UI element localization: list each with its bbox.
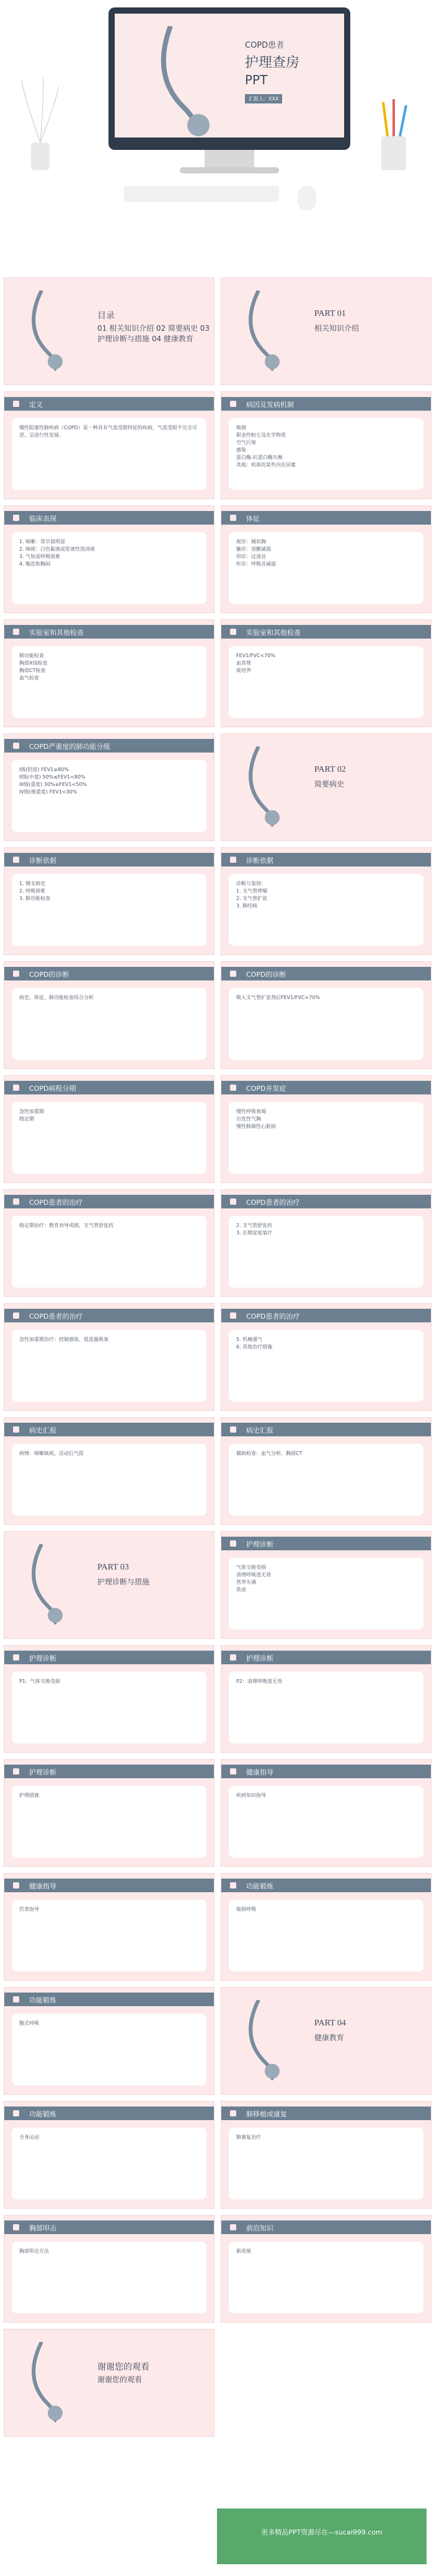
- slide-23: [4, 1531, 215, 1639]
- slide-33: [4, 2101, 215, 2209]
- slide-header: [4, 397, 214, 411]
- slide-text: 胸部叩击方法: [19, 2248, 49, 2254]
- slide-17: [4, 1189, 215, 1297]
- slide-title: COPD的诊断: [246, 971, 286, 979]
- slide-title: COPD的诊断: [29, 971, 69, 979]
- monitor-stand: [205, 150, 254, 167]
- slide-text: 慢性呼吸衰竭 自发性气胸 慢性肺源性心脏病: [236, 1109, 276, 1129]
- slide-14: [221, 961, 432, 1069]
- slide-header: [4, 1651, 214, 1664]
- slide-12: [221, 847, 432, 955]
- slide-36: [221, 2215, 432, 2323]
- slide-title: 前沿知识: [246, 2224, 273, 2232]
- monitor-screen: [115, 14, 344, 138]
- header-square-icon: [230, 1312, 236, 1319]
- stethoscope-icon: [234, 746, 290, 827]
- slide-header: [221, 1879, 431, 1892]
- slide-header: [221, 2107, 431, 2120]
- mouse-icon: [298, 186, 316, 211]
- slide-18: [221, 1189, 432, 1297]
- slide-header: [4, 967, 214, 980]
- slide-29: [4, 1873, 215, 1981]
- slide-text: 急性加重期治疗：控制感染，低流量吸氧: [19, 1337, 108, 1342]
- slide-text: 1. 咳嗽：常早晨明显 2. 咳痰：白色黏液或浆液性泡沫痰 3. 气短或呼吸困难 4. 喘息和胸闷: [19, 539, 95, 567]
- slide-30: [221, 1873, 432, 1981]
- slide-21: [4, 1417, 215, 1525]
- slide-header: [221, 853, 431, 867]
- slide-text: 肺康复治疗: [236, 2134, 261, 2140]
- slide-text: P1：气体交换受损: [19, 1679, 60, 1684]
- slide-8: [221, 619, 432, 727]
- header-square-icon: [13, 1085, 19, 1091]
- header-square-icon: [230, 1768, 236, 1775]
- header-square-icon: [13, 1768, 19, 1775]
- monitor-frame: [108, 7, 350, 150]
- slide-title: 体征: [246, 515, 260, 523]
- cover-title-1: COPD患者: [245, 41, 285, 50]
- cover-title-3: PPT: [245, 72, 268, 87]
- header-square-icon: [230, 515, 236, 521]
- slide-header: [221, 1423, 431, 1436]
- slide-header: [4, 1879, 214, 1892]
- part-title: 目录: [97, 312, 115, 321]
- slide-text: 吸烟 职业性粉尘及化学物质 空气污染 感染 蛋白酶-抗蛋白酶失衡 其他：机体的某些内在因素: [236, 425, 296, 468]
- stethoscope-icon: [17, 1544, 73, 1625]
- part-subtitle: 护理诊断与措施: [97, 1578, 150, 1586]
- monitor-base: [180, 167, 279, 173]
- header-square-icon: [13, 1654, 19, 1661]
- slide-text: 病史、体征、肺功能检查综合分析: [19, 995, 94, 1000]
- slide-header: [4, 853, 214, 867]
- header-square-icon: [13, 2224, 19, 2230]
- cover-subtitle: 汇报人：XXX: [245, 94, 282, 103]
- slide-title: 护理诊断: [29, 1768, 56, 1776]
- slide-header: [4, 2220, 214, 2234]
- slide-text: 气体交换受损 清理呼吸道无效 营养失调 焦虑: [236, 1565, 271, 1592]
- slide-header: [4, 1765, 214, 1778]
- stethoscope-icon: [140, 26, 226, 138]
- slide-title: 诊断依据: [29, 857, 56, 865]
- slide-text: I级(轻度) FEV1≥80% II级(中度) 50%≤FEV1<80% III级(重度) 30%≤FEV1<50% IV级(极重度) FEV1<30%: [19, 767, 87, 795]
- slide-header: [4, 1423, 214, 1436]
- header-square-icon: [230, 857, 236, 863]
- header-square-icon: [230, 2110, 236, 2116]
- slide-text: 饮食指导: [19, 1906, 39, 1912]
- slide-header: [221, 625, 431, 639]
- header-square-icon: [230, 1540, 236, 1547]
- slide-5: [4, 505, 215, 613]
- slide-25: [4, 1645, 215, 1753]
- slide-title: 病史汇报: [246, 1426, 273, 1434]
- slide-header: [221, 1651, 431, 1664]
- slide-19: [4, 1303, 215, 1411]
- slide-title: 健康指导: [29, 1882, 56, 1890]
- slide-6: [221, 505, 432, 613]
- slide-title: 诊断依据: [246, 857, 273, 865]
- header-square-icon: [13, 401, 19, 407]
- slide-text: 疾病知识指导: [236, 1792, 266, 1798]
- part-title: PART 04: [314, 2019, 346, 2028]
- header-square-icon: [13, 1882, 19, 1888]
- header-square-icon: [13, 1198, 19, 1205]
- part-subtitle: 简要病史: [314, 780, 345, 788]
- slide-text: 慢性阻塞性肺疾病（COPD）是一种具有气流受限特征的疾病，气流受限不完全可逆，呈进行性发展。: [19, 425, 197, 438]
- header-square-icon: [13, 2110, 19, 2116]
- slide-header: [4, 1309, 214, 1322]
- header-square-icon: [13, 857, 19, 863]
- header-square-icon: [13, 743, 19, 749]
- part-subtitle: 谢谢您的观看: [97, 2375, 143, 2384]
- slide-title: 护理诊断: [29, 1654, 56, 1662]
- slide-text: 5. 机械通气 6. 其他治疗措施: [236, 1337, 273, 1350]
- slide-31: [4, 1987, 215, 2095]
- slide-header: [4, 1195, 214, 1208]
- slide-header: [221, 1309, 431, 1322]
- slide-header: [221, 511, 431, 525]
- cover-slide: [0, 0, 434, 273]
- stethoscope-icon: [17, 290, 73, 371]
- slide-title: 胸部叩击: [29, 2224, 56, 2232]
- header-square-icon: [13, 1996, 19, 2002]
- slide-header: [4, 1081, 214, 1094]
- slide-24: [221, 1531, 432, 1639]
- header-square-icon: [230, 1426, 236, 1433]
- slide-22: [221, 1417, 432, 1525]
- slide-header: [221, 1537, 431, 1550]
- header-square-icon: [230, 1882, 236, 1888]
- slide-title: COPD患者的治疗: [246, 1312, 300, 1321]
- slide-title: COPD患者的治疗: [246, 1198, 300, 1207]
- slide-37: [4, 2329, 215, 2437]
- header-square-icon: [230, 1198, 236, 1205]
- slide-text: 1. 慢支病史 2. 呼吸困难 3. 肺功能检查: [19, 881, 51, 901]
- slide-title: 护理诊断: [246, 1540, 273, 1548]
- pencil-cup-icon: [372, 99, 415, 173]
- part-title: 谢谢您的观看: [97, 2363, 149, 2372]
- slide-title: COPD患者的治疗: [29, 1198, 83, 1207]
- slide-header: [221, 2220, 431, 2234]
- slide-20: [221, 1303, 432, 1411]
- slide-header: [221, 397, 431, 411]
- slide-15: [4, 1075, 215, 1183]
- part-title: PART 03: [97, 1563, 129, 1572]
- slide-text: 全身运动: [19, 2134, 39, 2140]
- slide-title: 临床表现: [29, 515, 56, 523]
- slide-title: 健康指导: [246, 1768, 273, 1776]
- slide-4: [221, 391, 432, 499]
- header-square-icon: [230, 1654, 236, 1661]
- slide-2: [221, 277, 432, 385]
- slide-34: [221, 2101, 432, 2209]
- slide-title: COPD并发症: [246, 1085, 286, 1093]
- slide-header: [4, 625, 214, 639]
- slide-27: [4, 1759, 215, 1867]
- slide-7: [4, 619, 215, 727]
- slide-header: [4, 511, 214, 525]
- slide-3: [4, 391, 215, 499]
- slide-title: 定义: [29, 401, 43, 409]
- vase-icon: [19, 74, 62, 173]
- header-square-icon: [230, 401, 236, 407]
- slide-title: 实验室和其他检查: [246, 629, 301, 637]
- slide-text: 稳定期治疗：教育劝导戒烟，支气管舒张药: [19, 1223, 113, 1228]
- slide-text: 腹式呼吸: [19, 2020, 39, 2026]
- part-subtitle: 健康教育: [314, 2033, 345, 2042]
- cover-title-2: 护理查房: [245, 55, 300, 71]
- footer-text: 更多精品PPT资源尽在—sucai999.com: [261, 2528, 383, 2536]
- slide-text: P2：清理呼吸道无效: [236, 1679, 282, 1684]
- header-square-icon: [230, 971, 236, 977]
- slide-11: [4, 847, 215, 955]
- slide-title: 病史汇报: [29, 1426, 56, 1434]
- slide-title: 肺移植或康复: [246, 2110, 287, 2118]
- slide-text: 新进展: [236, 2248, 251, 2254]
- slide-title: 实验室和其他检查: [29, 629, 84, 637]
- slide-header: [221, 1195, 431, 1208]
- stethoscope-icon: [17, 2342, 73, 2422]
- slide-text: 肺功能检查 胸部X线检查 胸部CT检查 血气检查: [19, 653, 48, 681]
- slide-title: COPD病程分期: [29, 1085, 76, 1093]
- header-square-icon: [13, 971, 19, 977]
- slide-text: 缩唇呼吸: [236, 1906, 256, 1912]
- slide-text: 吸入支气管扩张剂后FEV1/FVC<70%: [236, 995, 321, 1000]
- header-square-icon: [13, 1312, 19, 1319]
- slide-header: [221, 1081, 431, 1094]
- slide-1: [4, 277, 215, 385]
- slide-text: 病情：咳嗽咳痰，活动后气促: [19, 1451, 84, 1456]
- slide-32: [221, 1987, 432, 2095]
- slide-title: 功能锻炼: [29, 1996, 56, 2004]
- slide-13: [4, 961, 215, 1069]
- slide-35: [4, 2215, 215, 2323]
- slide-28: [221, 1759, 432, 1867]
- slide-10: [221, 733, 432, 841]
- slide-title: 功能锻炼: [29, 2110, 56, 2118]
- footer-banner[interactable]: [217, 2508, 427, 2564]
- header-square-icon: [230, 629, 236, 635]
- slide-title: COPD严重度的肺功能分级: [29, 743, 110, 751]
- header-square-icon: [230, 1085, 236, 1091]
- slide-header: [4, 2107, 214, 2120]
- slide-title: 护理诊断: [246, 1654, 273, 1662]
- slide-text: FEV1/FVC<70% 血常规 痰培养: [236, 653, 276, 673]
- part-subtitle: 01 相关知识介绍 02 简要病史 03 护理诊断与措施 04 健康教育: [97, 324, 210, 343]
- slide-text: 急性加重期 稳定期: [19, 1109, 44, 1122]
- slide-text: 辅助检查：血气分析，胸部CT: [236, 1451, 303, 1456]
- keyboard: [124, 186, 279, 202]
- slide-header: [4, 1993, 214, 2006]
- header-square-icon: [230, 2224, 236, 2230]
- slide-text: 2. 支气管舒张药 3. 长期家庭氧疗: [236, 1223, 273, 1236]
- slide-title: 功能锻炼: [246, 1882, 273, 1890]
- part-title: PART 01: [314, 309, 346, 318]
- stethoscope-icon: [234, 290, 290, 371]
- slide-16: [221, 1075, 432, 1183]
- slide-header: [221, 1765, 431, 1778]
- slide-9: [4, 733, 215, 841]
- header-square-icon: [13, 515, 19, 521]
- header-square-icon: [13, 629, 19, 635]
- slide-header: [221, 967, 431, 980]
- header-square-icon: [13, 1426, 19, 1433]
- slide-title: 病因及发病机制: [246, 401, 294, 409]
- slide-text: 视诊：桶状胸 触诊：语颤减弱 叩诊：过清音 听诊：呼吸音减弱: [236, 539, 276, 567]
- stethoscope-icon: [234, 2000, 290, 2080]
- slide-text: 护理措施: [19, 1792, 39, 1798]
- slide-title: COPD患者的治疗: [29, 1312, 83, 1321]
- part-title: PART 02: [314, 765, 346, 774]
- slide-header: [4, 739, 214, 753]
- slide-26: [221, 1645, 432, 1753]
- slide-text: 诊断与鉴别： 1. 支气管哮喘 2. 支气管扩张 3. 肺结核: [236, 881, 268, 909]
- part-subtitle: 相关知识介绍: [314, 324, 360, 333]
